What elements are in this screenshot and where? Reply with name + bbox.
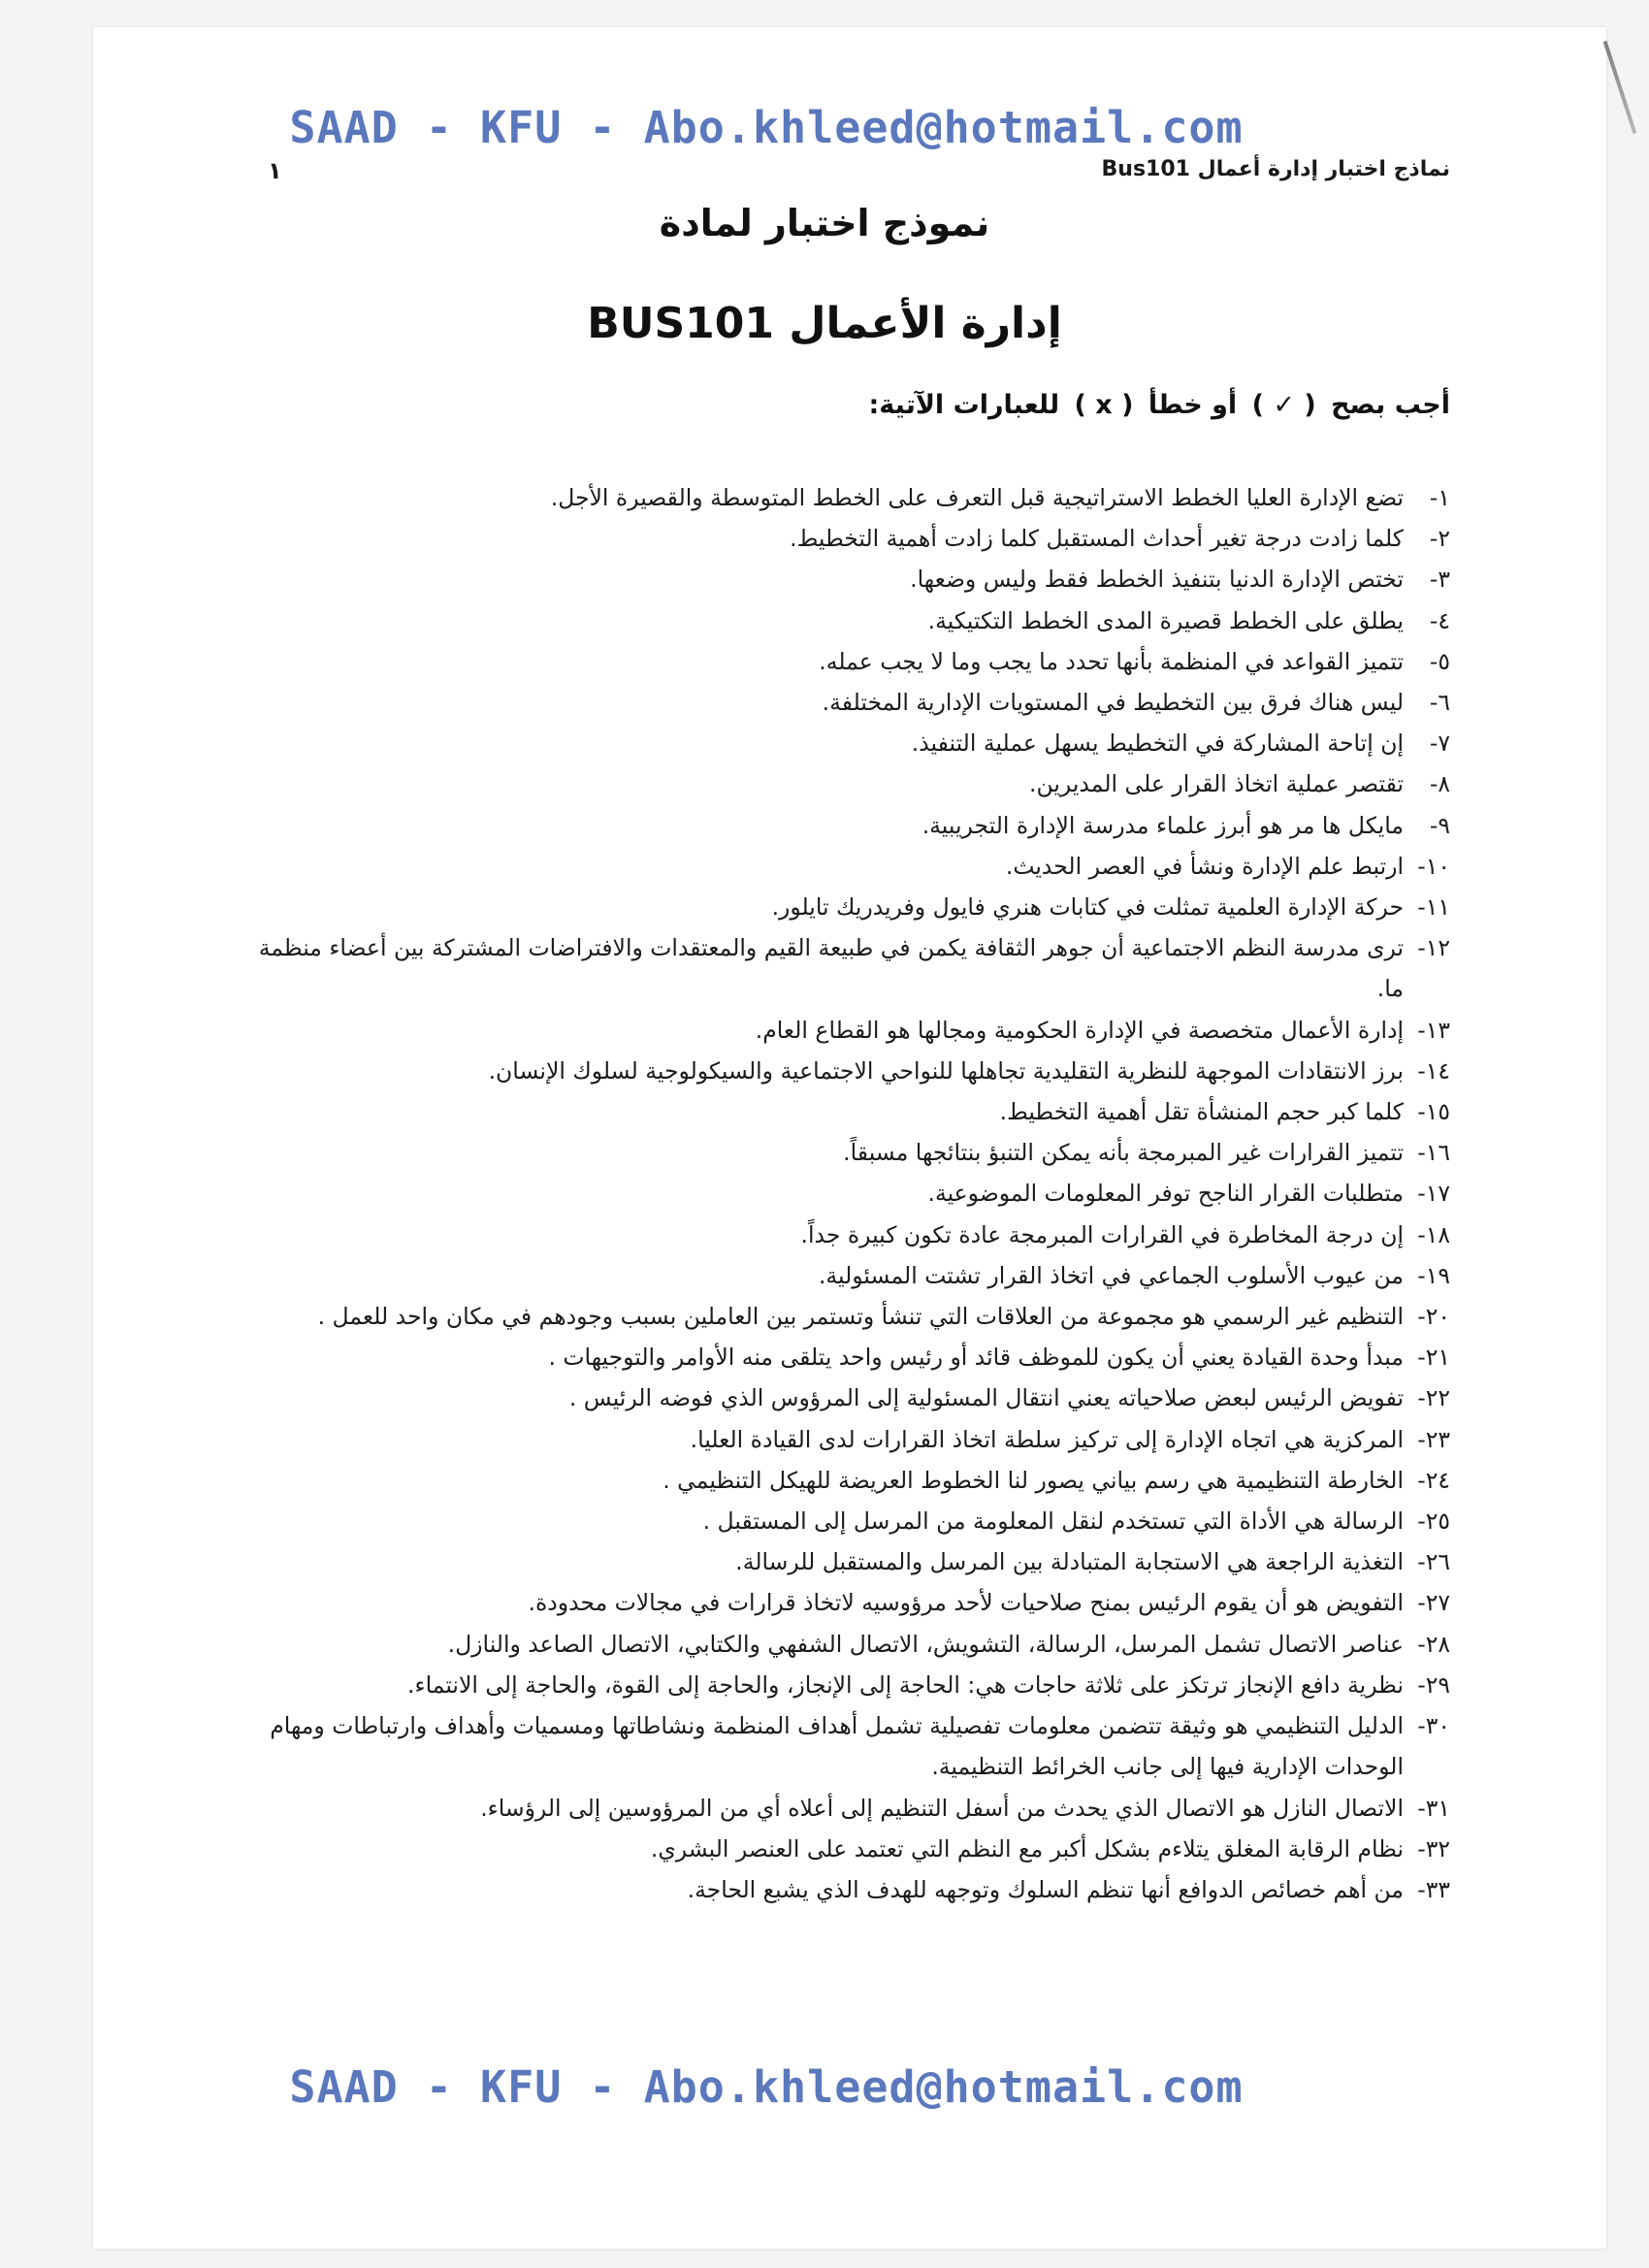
question-number: ٦- bbox=[1429, 689, 1450, 717]
instructions-prefix: أجب بصح bbox=[1331, 390, 1450, 420]
question-number: ٣٣- bbox=[1417, 1875, 1450, 1903]
question-text: تضع الإدارة العليا الخطط الاستراتيجية قبل التعرف على الخطط المتوسطة والقصيرة الأجل. bbox=[550, 484, 1404, 511]
question-number: ٢٨- bbox=[1417, 1630, 1450, 1658]
question-item bbox=[247, 1501, 1450, 1541]
question-number: ٢٩- bbox=[1417, 1670, 1450, 1699]
question-list bbox=[247, 477, 1450, 1910]
question-text: تتميز القواعد في المنظمة بأنها تحدد ما يجب وما لا يجب عمله. bbox=[819, 647, 1404, 675]
question-item bbox=[247, 887, 1450, 927]
question-text: إدارة الأعمال متخصصة في الإدارة الحكومية ومجالها هو القطاع العام. bbox=[755, 1016, 1404, 1044]
question-text: مايكل ها مر هو أبرز علماء مدرسة الإدارة التجريبية. bbox=[922, 811, 1404, 839]
question-text: إن درجة المخاطرة في القرارات المبرمجة عادة تكون كبيرة جداً. bbox=[800, 1220, 1404, 1248]
question-item bbox=[247, 600, 1450, 641]
course-title: إدارة الأعمال BUS101 bbox=[587, 299, 1062, 348]
question-item bbox=[247, 1788, 1450, 1829]
question-text: مبدأ وحدة القيادة يعني أن يكون للموظف قائد أو رئيس واحد يتلقى منه الأوامر والتوجيهات . bbox=[548, 1344, 1404, 1372]
question-item bbox=[247, 1705, 1450, 1787]
question-number: ١٨- bbox=[1417, 1220, 1450, 1248]
question-text: كلما زادت درجة تغير أحداث المستقبل كلما زادت أهمية التخطيط. bbox=[790, 525, 1404, 553]
question-number: ٢١- bbox=[1417, 1344, 1450, 1372]
question-item bbox=[247, 1296, 1450, 1337]
page-header bbox=[262, 157, 1450, 196]
question-text: تقتصر عملية اتخاذ القرار على المديرين. bbox=[1029, 770, 1404, 798]
question-number: ٢- bbox=[1429, 525, 1450, 553]
exam-title: نموذج اختبار لمادة bbox=[659, 202, 990, 244]
question-item bbox=[247, 1091, 1450, 1132]
true-checkmark-icon: ( ✓ ) bbox=[1251, 390, 1316, 420]
question-item bbox=[247, 1215, 1450, 1255]
question-text: إن إتاحة المشاركة في التخطيط يسهل عملية التنفيذ. bbox=[911, 729, 1404, 758]
question-item bbox=[247, 723, 1450, 763]
question-number: ٣٢- bbox=[1417, 1834, 1450, 1863]
question-text: متطلبات القرار الناجح توفر المعلومات الموضوعية. bbox=[927, 1180, 1404, 1208]
question-number: ٣١- bbox=[1417, 1794, 1450, 1822]
question-number: ٢٤- bbox=[1417, 1466, 1450, 1494]
question-number: ١- bbox=[1429, 484, 1450, 511]
question-number: ١٠- bbox=[1417, 852, 1450, 880]
watermark-bottom: SAAD - KFU - Abo.khleed@hotmail.com bbox=[289, 2061, 1244, 2113]
question-number: ٢٣- bbox=[1417, 1425, 1450, 1453]
question-text: تتميز القرارات غير المبرمجة بأنه يمكن التنبؤ بنتائجها مسبقاً. bbox=[843, 1139, 1404, 1167]
question-text: ترى مدرسة النظم الاجتماعية أن جوهر الثقافة يكمن في طبيعة القيم والمعتقدات والافتراضات المشتركة بين أعضاء منظمة ما. bbox=[258, 934, 1404, 1003]
question-item bbox=[247, 927, 1450, 1009]
question-text: التنظيم غير الرسمي هو مجموعة من العلاقات التي تنشأ وتستمر بين العاملين بسبب وجودهم في مكان واحد للعمل . bbox=[317, 1303, 1404, 1331]
question-number: ٨- bbox=[1429, 770, 1450, 798]
question-number: ٩- bbox=[1429, 811, 1450, 839]
question-text: عناصر الاتصال تشمل المرسل، الرسالة، التشويش، الاتصال الشفهي والكتابي، الاتصال الصاعد والنازل. bbox=[447, 1630, 1404, 1658]
question-number: ١٢- bbox=[1417, 934, 1450, 962]
question-text: الاتصال النازل هو الاتصال الذي يحدث من أسفل التنظيم إلى أعلاه أي من المرؤوسين إلى الرؤساء. bbox=[480, 1794, 1404, 1822]
question-item bbox=[247, 763, 1450, 804]
question-text: المركزية هي اتجاه الإدارة إلى تركيز سلطة اتخاذ القرارات لدى القيادة العليا. bbox=[690, 1425, 1404, 1453]
question-number: ٣- bbox=[1429, 566, 1450, 594]
question-item bbox=[247, 1460, 1450, 1501]
question-text: الدليل التنظيمي هو وثيقة تتضمن معلومات تفصيلية تشمل أهداف المنظمة ونشاطاتها ومسميات وأهداف وارتباطات ومهام الوحدات الإدارية فيها إلى جانب الخرائط التنظيمية. bbox=[270, 1712, 1404, 1781]
question-item bbox=[247, 1173, 1450, 1214]
question-item bbox=[247, 1255, 1450, 1296]
page-number: ١ bbox=[268, 157, 282, 184]
question-item bbox=[247, 1541, 1450, 1582]
question-item bbox=[247, 1829, 1450, 1869]
question-text: التغذية الراجعة هي الاستجابة المتبادلة بين المرسل والمستقبل للرسالة. bbox=[735, 1548, 1404, 1576]
question-text: يطلق على الخطط قصيرة المدى الخطط التكتيكية. bbox=[927, 606, 1404, 634]
question-number: ٢٦- bbox=[1417, 1548, 1450, 1576]
question-text: حركة الإدارة العلمية تمثلت في كتابات هنري فايول وفريدريك تايلور. bbox=[771, 893, 1404, 922]
question-text: تفويض الرئيس لبعض صلاحياته يعني انتقال المسئولية إلى المرؤوس الذي فوضه الرئيس . bbox=[568, 1384, 1404, 1412]
question-number: ٥- bbox=[1429, 647, 1450, 675]
question-text: ارتبط علم الإدارة ونشأ في العصر الحديث. bbox=[1005, 852, 1404, 880]
question-item bbox=[247, 805, 1450, 846]
question-item bbox=[247, 641, 1450, 682]
question-item bbox=[247, 682, 1450, 723]
question-item bbox=[247, 846, 1450, 887]
question-number: ١٣- bbox=[1417, 1016, 1450, 1044]
question-text: من عيوب الأسلوب الجماعي في اتخاذ القرار تشتت المسئولية. bbox=[818, 1261, 1404, 1289]
question-number: ٢٠- bbox=[1417, 1303, 1450, 1331]
question-number: ٤- bbox=[1429, 606, 1450, 634]
question-item bbox=[247, 1582, 1450, 1623]
question-item bbox=[247, 477, 1450, 518]
question-text: من أهم خصائص الدوافع أنها تنظم السلوك وتوجهه للهدف الذي يشبع الحاجة. bbox=[687, 1875, 1404, 1903]
question-number: ١٥- bbox=[1417, 1098, 1450, 1126]
instructions-or-false: أو خطأ bbox=[1148, 390, 1238, 420]
header-course-label: نماذج اختبار إدارة أعمال Bus101 bbox=[1101, 157, 1450, 181]
question-number: ١٧- bbox=[1417, 1180, 1450, 1208]
question-item bbox=[247, 1337, 1450, 1377]
false-x-icon: ( x ) bbox=[1074, 390, 1134, 420]
question-text: كلما كبر حجم المنشأة تقل أهمية التخطيط. bbox=[999, 1098, 1404, 1126]
question-item bbox=[247, 1051, 1450, 1091]
question-text: الرسالة هي الأداة التي تستخدم لنقل المعلومة من المرسل إلى المستقبل . bbox=[702, 1507, 1404, 1536]
question-item bbox=[247, 1010, 1450, 1051]
question-number: ٧- bbox=[1429, 729, 1450, 758]
instructions bbox=[869, 390, 1451, 420]
question-number: ١١- bbox=[1417, 893, 1450, 922]
scan-edge-mark bbox=[1603, 41, 1637, 134]
question-number: ١٦- bbox=[1417, 1139, 1450, 1167]
question-item bbox=[247, 1419, 1450, 1460]
question-text: نظام الرقابة المغلق يتلاءم بشكل أكبر مع النظم التي تعتمد على العنصر البشري. bbox=[650, 1834, 1404, 1863]
question-text: برز الانتقادات الموجهة للنظرية التقليدية تجاهلها للنواحي الاجتماعية والسيكولوجية لسلوك الإنسان. bbox=[488, 1056, 1404, 1085]
question-number: ٢٥- bbox=[1417, 1507, 1450, 1536]
question-item bbox=[247, 518, 1450, 559]
watermark-top: SAAD - KFU - Abo.khleed@hotmail.com bbox=[289, 102, 1244, 153]
question-item bbox=[247, 1377, 1450, 1418]
instructions-suffix: للعبارات الآتية: bbox=[868, 390, 1060, 420]
question-text: تختص الإدارة الدنيا بتنفيذ الخطط فقط وليس وضعها. bbox=[910, 566, 1404, 594]
question-item bbox=[247, 1624, 1450, 1665]
question-item bbox=[247, 1869, 1450, 1910]
question-text: نظرية دافع الإنجاز ترتكز على ثلاثة حاجات هي: الحاجة إلى الإنجاز، والحاجة إلى القوة، والحاجة إلى الانتماء. bbox=[407, 1670, 1404, 1699]
question-item bbox=[247, 559, 1450, 599]
question-number: ١٩- bbox=[1417, 1261, 1450, 1289]
question-text: التفويض هو أن يقوم الرئيس بمنح صلاحيات لأحد مرؤوسيه لاتخاذ قرارات في مجالات محدودة. bbox=[528, 1589, 1404, 1617]
question-item bbox=[247, 1132, 1450, 1173]
question-number: ٣٠- bbox=[1417, 1712, 1450, 1740]
question-text: الخارطة التنظيمية هي رسم بياني يصور لنا الخطوط العريضة للهيكل التنظيمي . bbox=[663, 1466, 1404, 1494]
question-number: ٢٢- bbox=[1417, 1384, 1450, 1412]
question-number: ٢٧- bbox=[1417, 1589, 1450, 1617]
question-text: ليس هناك فرق بين التخطيط في المستويات الإدارية المختلفة. bbox=[822, 689, 1404, 717]
question-number: ١٤- bbox=[1417, 1056, 1450, 1085]
question-item bbox=[247, 1665, 1450, 1705]
